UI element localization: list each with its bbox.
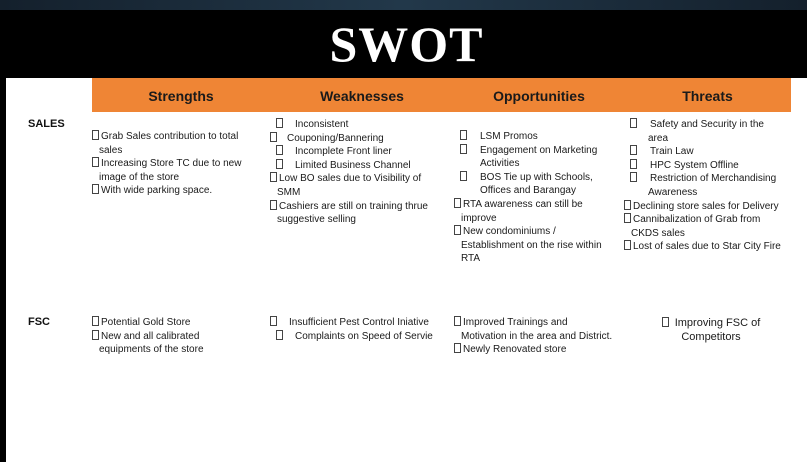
checkbox-icon	[624, 213, 631, 223]
sales-opportunities-cell	[454, 130, 620, 266]
list-item: Couponing/Bannering	[270, 132, 446, 146]
checkbox-icon	[454, 198, 461, 208]
list-item: Complaints on Speed of Servie	[270, 330, 454, 344]
fsc-weaknesses-cell	[270, 316, 454, 343]
checkbox-icon	[630, 172, 637, 182]
list-item: Incomplete Front liner	[270, 145, 446, 159]
list-item: Declining store sales for Delivery	[624, 200, 784, 214]
list-item: Potential Gold Store	[92, 316, 252, 330]
list-item: Increasing Store TC due to new image of the store	[92, 157, 252, 184]
list-item: HPC System Offline	[624, 159, 784, 173]
column-header-weaknesses: Weaknesses	[320, 88, 404, 104]
checkbox-icon	[460, 171, 467, 181]
checkbox-icon	[92, 130, 99, 140]
list-item: Inconsistent	[270, 118, 446, 132]
list-item: Lost of sales due to Star City Fire	[624, 240, 784, 254]
row-label-sales: SALES	[28, 118, 65, 130]
list-item: Newly Renovated store	[454, 343, 614, 357]
checkbox-icon	[270, 132, 277, 142]
checkbox-icon	[662, 317, 669, 327]
list-item: Improving FSC of Competitors	[646, 316, 776, 344]
checkbox-icon	[460, 144, 467, 154]
title-bar	[6, 10, 807, 78]
sales-strengths-cell	[92, 130, 252, 198]
checkbox-icon	[270, 316, 277, 326]
list-item: BOS Tie up with Schools, Offices and Barangay	[454, 171, 620, 198]
checkbox-icon	[454, 343, 461, 353]
column-header-strengths: Strengths	[148, 88, 214, 104]
list-item: RTA awareness can still be improve	[454, 198, 620, 225]
checkbox-icon	[92, 316, 99, 326]
row-label-fsc: FSC	[28, 316, 50, 328]
checkbox-icon	[276, 145, 283, 155]
checkbox-icon	[630, 118, 637, 128]
list-item: Cannibalization of Grab from CKDS sales	[624, 213, 784, 240]
checkbox-icon	[630, 159, 637, 169]
window-frame	[0, 0, 807, 10]
checkbox-icon	[270, 172, 277, 182]
fsc-strengths-cell	[92, 316, 252, 357]
checkbox-icon	[460, 130, 467, 140]
list-item: New condominiums / Establishment on the rise within RTA	[454, 225, 620, 266]
column-header-opportunities: Opportunities	[493, 88, 585, 104]
slide-title: SWOT	[329, 16, 484, 72]
sales-threats-cell	[624, 118, 784, 254]
column-header-threats: Threats	[682, 88, 733, 104]
checkbox-icon	[276, 118, 283, 128]
list-item: Engagement on Marketing Activities	[454, 144, 620, 171]
checkbox-icon	[624, 200, 631, 210]
fsc-threats-cell	[646, 316, 776, 344]
list-item: Limited Business Channel	[270, 159, 446, 173]
checkbox-icon	[276, 159, 283, 169]
checkbox-icon	[92, 330, 99, 340]
checkbox-icon	[276, 330, 283, 340]
list-item: Grab Sales contribution to total sales	[92, 130, 252, 157]
checkbox-icon	[454, 316, 461, 326]
checkbox-icon	[92, 157, 99, 167]
list-item: Restriction of Merchandising Awareness	[624, 172, 784, 199]
list-item: Train Law	[624, 145, 784, 159]
checkbox-icon	[630, 145, 637, 155]
checkbox-icon	[92, 184, 99, 194]
list-item: LSM Promos	[454, 130, 620, 144]
fsc-opportunities-cell	[454, 316, 614, 357]
checkbox-icon	[454, 225, 461, 235]
list-item: Improved Trainings and Motivation in the area and District.	[454, 316, 614, 343]
checkbox-icon	[270, 200, 277, 210]
list-item: With wide parking space.	[92, 184, 252, 198]
swot-slide	[6, 78, 807, 462]
list-item: Insufficient Pest Control Iniative	[270, 316, 454, 330]
list-item: New and all calibrated equipments of the store	[92, 330, 252, 357]
checkbox-icon	[624, 240, 631, 250]
sales-weaknesses-cell	[270, 118, 446, 227]
list-item: Safety and Security in the area	[624, 118, 784, 145]
list-item: Low BO sales due to Visibility of SMM	[270, 172, 446, 199]
list-item: Cashiers are still on training thrue suggestive selling	[270, 200, 446, 227]
